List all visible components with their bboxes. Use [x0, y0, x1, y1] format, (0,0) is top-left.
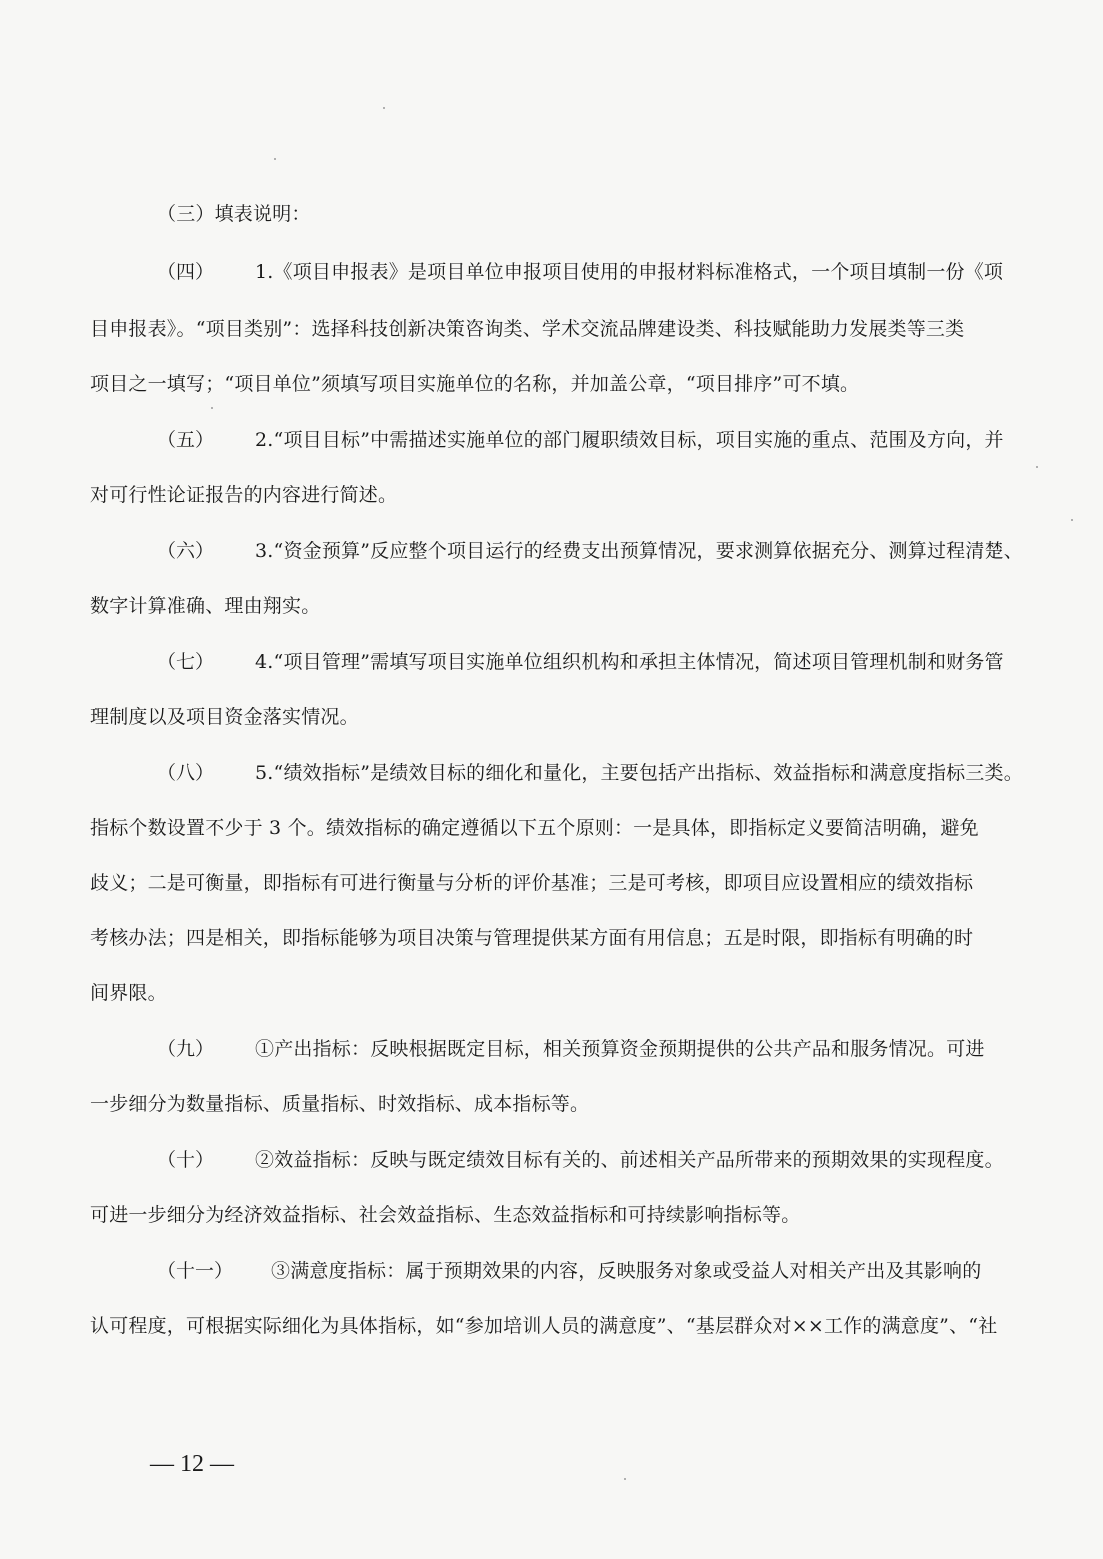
paragraph-line: 2.“项目目标”中需描述实施单位的部门履职绩效目标，项目实施的重点、范围及方向，并 — [255, 429, 1004, 451]
paragraph-line: ③满意度指标：属于预期效果的内容，反映服务对象或受益人对相关产出及其影响的 — [271, 1260, 982, 1282]
paragraph-line: 1.《项目申报表》是项目单位申报项目使用的申报材料标准格式，一个项目填制一份《项 — [255, 261, 1004, 283]
paragraph-line: 5.“绩效指标”是绩效目标的细化和量化，主要包括产出指标、效益指标和满意度指标三类。 — [255, 762, 1023, 784]
paragraph-line: 对可行性论证报告的内容进行简述。 — [90, 484, 398, 506]
section-marker-5: （五） — [157, 429, 215, 451]
scan-speck — [1036, 466, 1038, 468]
section-marker-10: （十） — [157, 1149, 215, 1171]
paragraph-line: 认可程度，可根据实际细化为具体指标，如“参加培训人员的满意度”、“基层群众对××工作的满意度”、“社 — [90, 1315, 998, 1337]
paragraph-line: ②效益指标：反映与既定绩效目标有关的、前述相关产品所带来的预期效果的实现程度。 — [255, 1149, 1004, 1171]
scan-speck — [274, 158, 276, 160]
section-marker-8: （八） — [157, 762, 215, 784]
section-marker-7: （七） — [157, 651, 215, 673]
paragraph-line: 4.“项目管理”需填写项目实施单位组织机构和承担主体情况，简述项目管理机制和财务管 — [255, 651, 1004, 673]
section-marker-6: （六） — [157, 540, 215, 562]
section-marker-4: （四） — [157, 261, 215, 283]
paragraph-line: 指标个数设置不少于 3 个。绩效指标的确定遵循以下五个原则：一是具体，即指标定义要简洁明确，避免 — [90, 817, 979, 839]
paragraph-line: 理制度以及项目资金落实情况。 — [90, 706, 359, 728]
section-heading: （三）填表说明： — [157, 203, 311, 225]
paragraph-line: 可进一步细分为经济效益指标、社会效益指标、生态效益指标和可持续影响指标等。 — [90, 1204, 801, 1226]
page-number: — 12 — — [150, 1451, 234, 1477]
paragraph-line: ①产出指标：反映根据既定目标，相关预算资金预期提供的公共产品和服务情况。可进 — [255, 1038, 985, 1060]
section-marker-9: （九） — [157, 1038, 215, 1060]
paragraph-line: 3.“资金预算”反应整个项目运行的经费支出预算情况，要求测算依据充分、测算过程清楚、 — [255, 540, 1023, 562]
section-marker-11: （十一） — [157, 1260, 234, 1282]
paragraph-line: 考核办法；四是相关，即指标能够为项目决策与管理提供某方面有用信息；五是时限，即指标有明确的时 — [90, 927, 974, 949]
scan-speck — [1071, 519, 1073, 521]
scan-speck — [211, 407, 213, 409]
paragraph-line: 目申报表》。“项目类别”：选择科技创新决策咨询类、学术交流品牌建设类、科技赋能助力发展类等三类 — [90, 318, 965, 340]
paragraph-line: 一步细分为数量指标、质量指标、时效指标、成本指标等。 — [90, 1093, 590, 1115]
scan-speck — [383, 107, 385, 109]
paragraph-line: 歧义；二是可衡量，即指标有可进行衡量与分析的评价基准；三是可考核，即项目应设置相应的绩效指标 — [90, 872, 974, 894]
paragraph-line: 项目之一填写；“项目单位”须填写项目实施单位的名称，并加盖公章，“项目排序”可不填。 — [90, 373, 860, 395]
scan-speck — [624, 1478, 626, 1480]
paragraph-line: 间界限。 — [90, 982, 167, 1004]
paragraph-line: 数字计算准确、理由翔实。 — [90, 595, 321, 617]
